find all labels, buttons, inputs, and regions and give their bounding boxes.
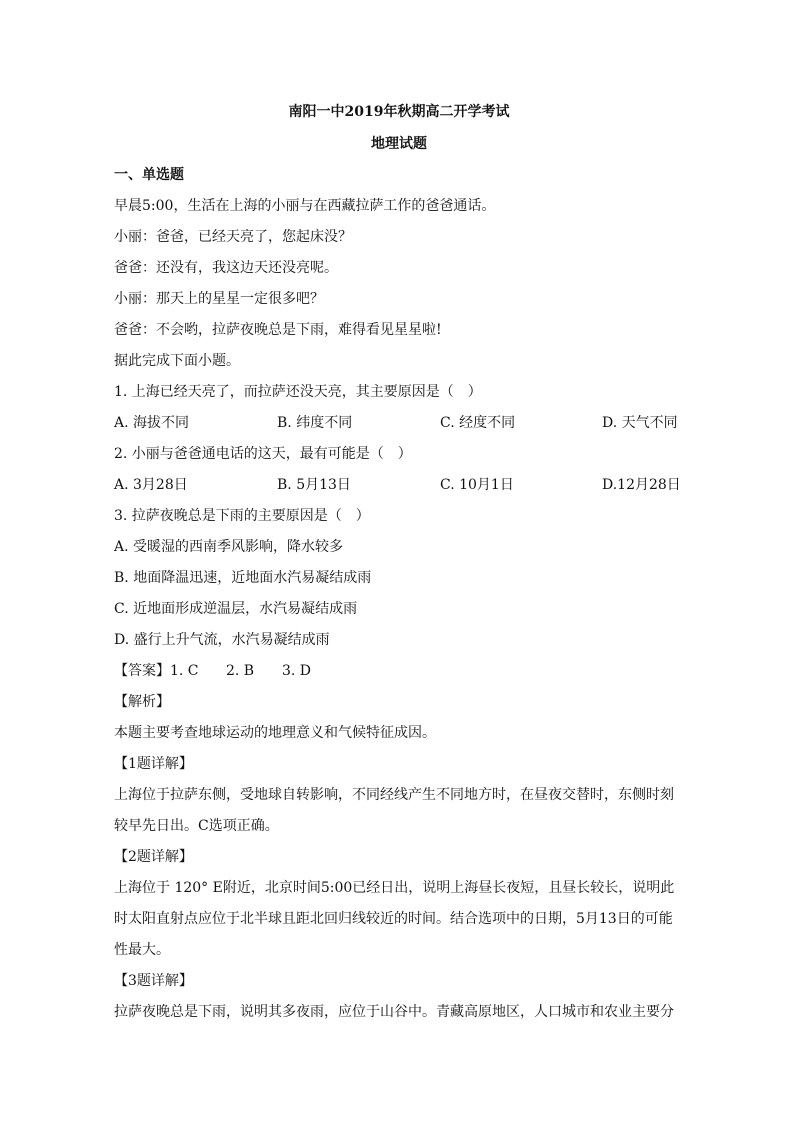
option-b: B. 地面降温迅速，近地面水汽易凝结成雨 xyxy=(114,570,372,586)
question-2-options xyxy=(114,470,684,501)
option-b: B. 纬度不同 xyxy=(277,415,353,431)
option-a: A. 海拔不同 xyxy=(114,415,190,431)
document-page xyxy=(114,100,684,1028)
answer-item: 1. C xyxy=(170,663,199,679)
detail-1-line: 较早先日出。C选项正确。 xyxy=(114,818,279,834)
detail-2-label: 【2题详解】 xyxy=(114,849,193,865)
option-c: C. 近地面形成逆温层，水汽易凝结成雨 xyxy=(114,601,358,617)
intro-line: 早晨5:00，生活在上海的小丽与在西藏拉萨工作的爸爸通话。 xyxy=(114,198,496,214)
intro-line: 爸爸：不会哟，拉萨夜晚总是下雨，难得看见星星啦! xyxy=(114,322,442,338)
option-a: A. 受暖湿的西南季风影响，降水较多 xyxy=(114,539,344,555)
answer-line xyxy=(114,656,684,687)
option-a: A. 3月28日 xyxy=(114,477,188,493)
question-2-stem: 2. 小丽与爸爸通电话的这天，最有可能是（ ） xyxy=(114,446,412,462)
option-d: D.12月28日 xyxy=(602,477,681,493)
detail-2-line: 时太阳直射点应位于北半球且距北回归线较近的时间。结合选项中的日期，5月13日的可能 xyxy=(114,911,673,927)
option-d: D. 天气不同 xyxy=(602,415,678,431)
answer-label: 【答案】 xyxy=(114,663,170,679)
answer-item: 3. D xyxy=(282,663,312,679)
option-b: B. 5月13日 xyxy=(277,477,351,493)
detail-1-label: 【1题详解】 xyxy=(114,756,193,772)
answer-item: 2. B xyxy=(226,663,255,679)
analysis-label: 【解析】 xyxy=(114,694,170,710)
intro-line: 小丽：那天上的星星一定很多吧？ xyxy=(114,291,324,307)
analysis-text: 本题主要考查地球运动的地理意义和气候特征成因。 xyxy=(114,725,436,741)
question-1-options xyxy=(114,408,684,439)
option-d: D. 盛行上升气流，水汽易凝结成雨 xyxy=(114,632,330,648)
intro-line: 爸爸：还没有，我这边天还没亮呢。 xyxy=(114,260,338,276)
intro-line: 据此完成下面小题。 xyxy=(114,353,240,369)
detail-2-line: 性最大。 xyxy=(114,942,170,958)
detail-1-line: 上海位于拉萨东侧，受地球自转影响，不同经线产生不同地方时，在昼夜交替时，东侧时刻 xyxy=(114,787,674,803)
question-1-stem: 1. 上海已经天亮了，而拉萨还没天亮，其主要原因是（ ） xyxy=(114,384,482,400)
detail-3-line: 拉萨夜晚总是下雨，说明其多夜雨，应位于山谷中。青藏高原地区，人口城市和农业主要分 xyxy=(114,1004,674,1020)
page-subtitle: 地理试题 xyxy=(371,136,427,152)
option-c: C. 经度不同 xyxy=(440,415,516,431)
question-3-stem: 3. 拉萨夜晚总是下雨的主要原因是（ ） xyxy=(114,508,370,524)
detail-3-label: 【3题详解】 xyxy=(114,973,193,989)
intro-line: 小丽：爸爸，已经天亮了，您起床没？ xyxy=(114,229,352,245)
option-c: C. 10月1日 xyxy=(440,477,514,493)
section-heading: 一、单选题 xyxy=(114,167,184,183)
detail-2-line: 上海位于 120° E附近，北京时间5:00已经日出，说明上海昼长夜短，且昼长较长，说明此 xyxy=(114,880,675,896)
page-title: 南阳一中2019年秋期高二开学考试 xyxy=(288,104,510,120)
